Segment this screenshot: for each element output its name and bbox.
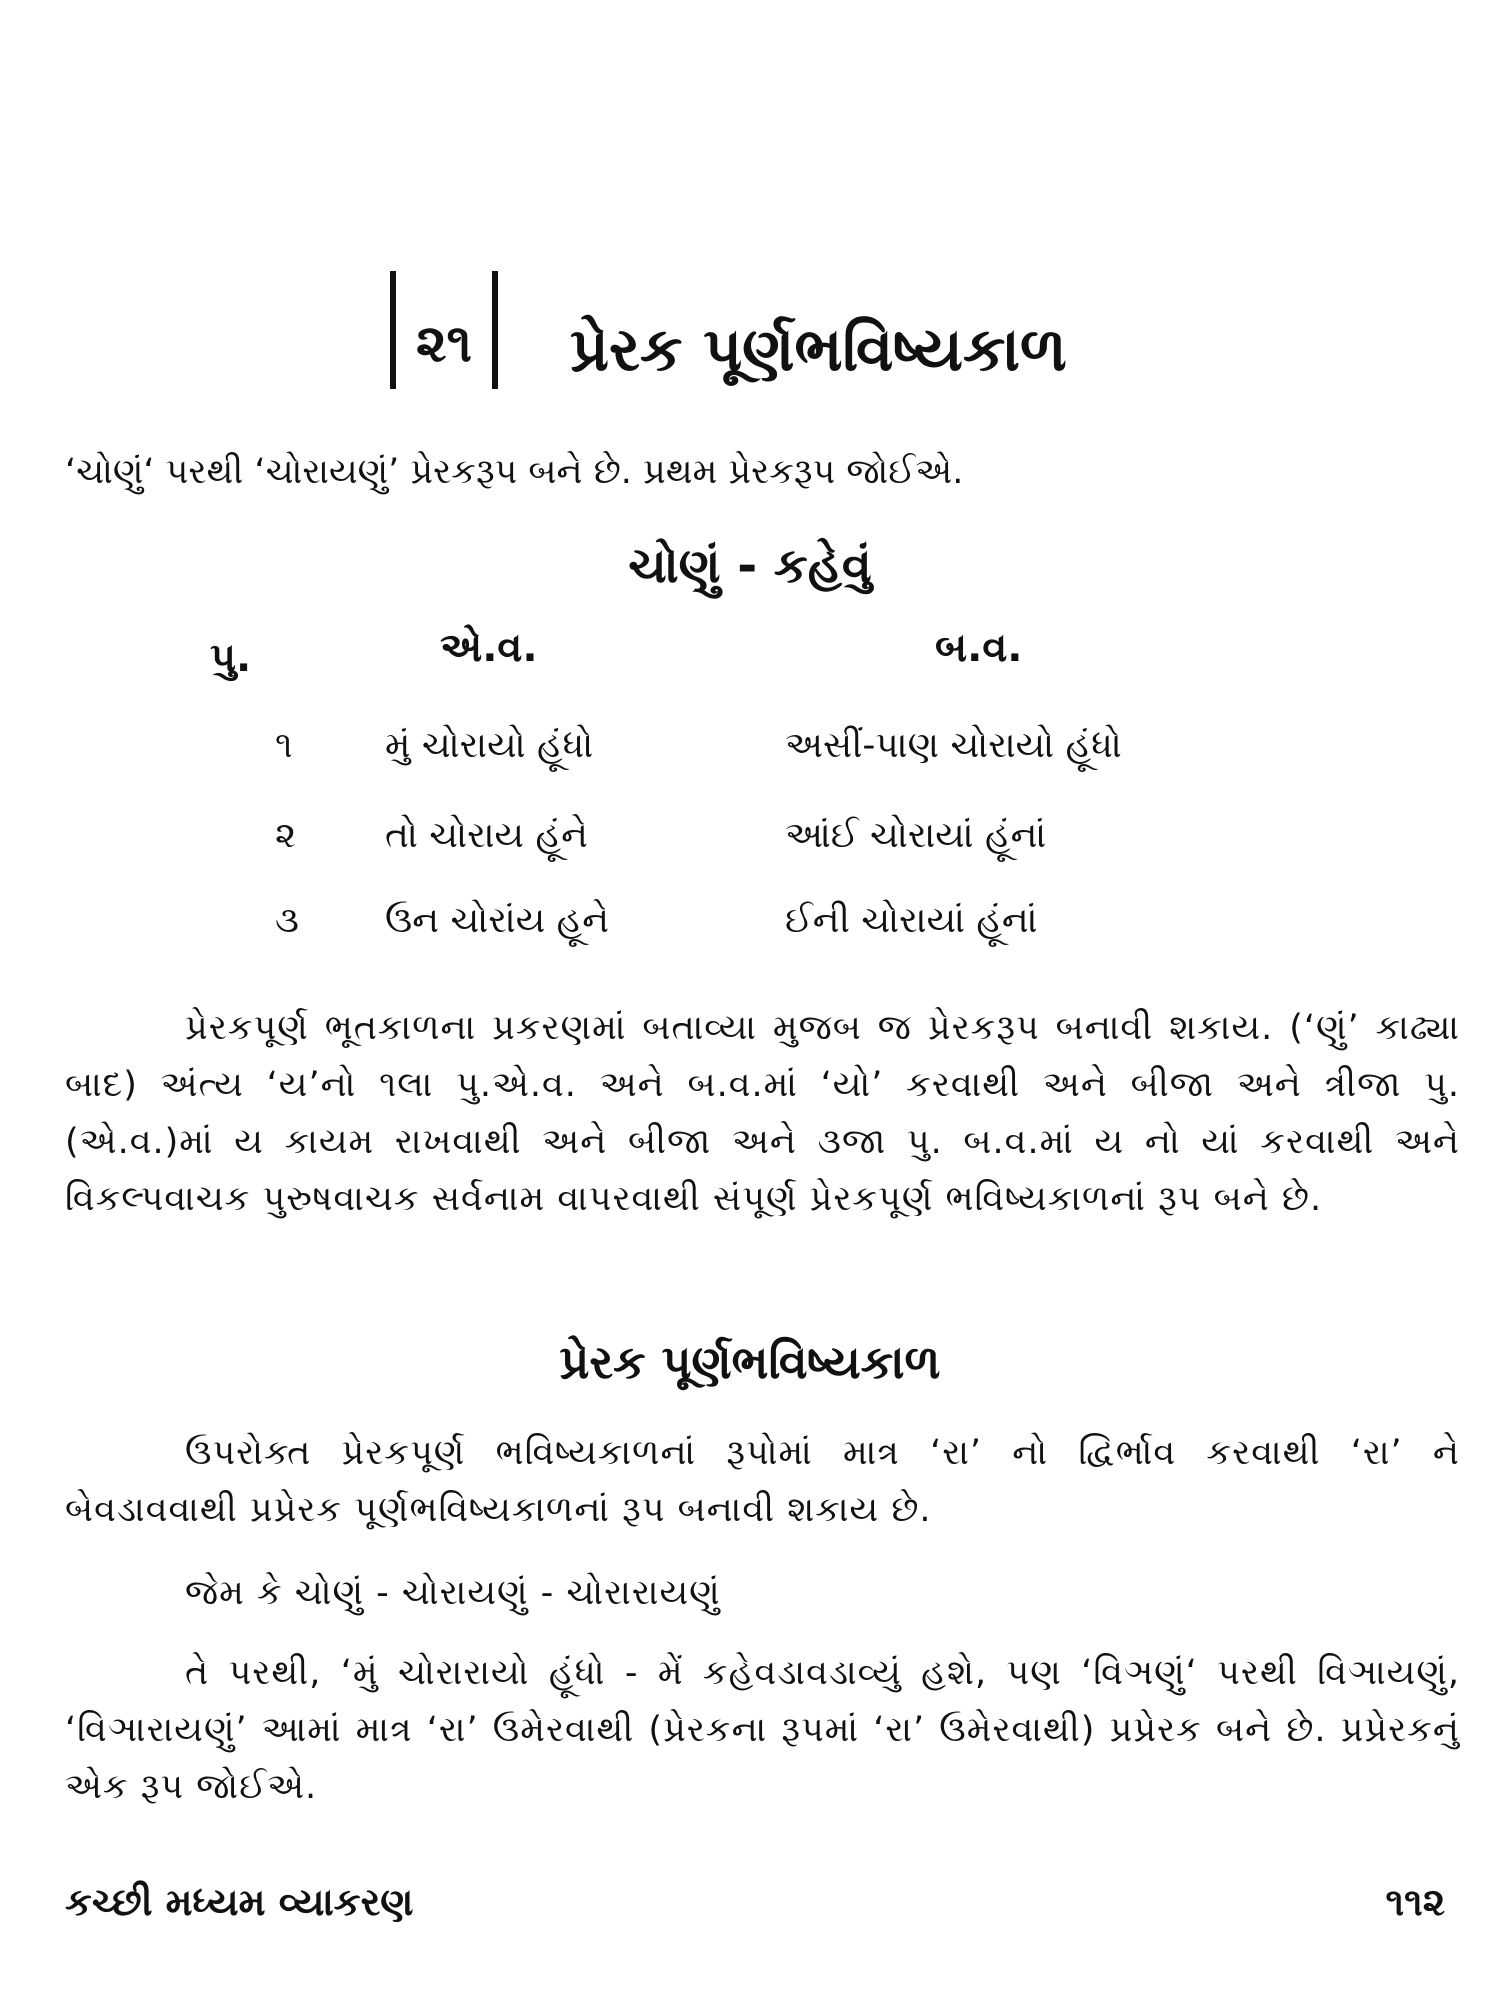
col-person-header: પુ. [210,635,252,681]
chapter-number: ૨૧ [416,313,473,374]
row-person-number: ૩ [275,900,299,941]
chapter-title: પ્રેરક પૂર્ણભવિષ્યકાળ [570,315,1067,385]
row-person-number: ૧ [275,725,293,766]
row-plural-form: ઈની ચોરાયાં હૂંનાં [785,900,1038,941]
row-person-number: ૨ [275,815,297,856]
col-singular-header: એ.વ. [440,625,538,671]
row-singular-form: મું ચોરાયો હૂંધો [385,725,594,766]
row-plural-form: આંઈ ચોરાયાં હૂંનાં [785,815,1047,856]
intro-line: ‘ચોણું‘ પરથી ‘ચોરાયણું’ પ્રેરકરૂપ બને છે. પ્રથમ પ્રેરકરૂપ જોઈએ. [65,452,964,492]
chapter-number-box [390,270,498,390]
footer-book-title: કચ્છી મધ્યમ વ્યાકરણ [65,1880,414,1924]
col-plural-header: બ.વ. [935,625,1023,671]
row-plural-form: અસીં-પાણ ચોરાયો હૂંધો [785,725,1122,766]
table-heading: ચોણું - કહેવું [628,538,872,594]
paragraph-rule-explanation: પ્રેરકપૂર્ણ ભૂતકાળના પ્રકરણમાં બતાવ્યા મુજબ જ પ્રેરકરૂપ બનાવી શકાય. (‘ણું’ કાઢ્યા બાદ) અંત્ય ‘ય’નો ૧લા પુ.એ.વ. અને બ.વ.માં ‘યો’ કરવાથી અને બીજા અને ત્રીજા પુ. (એ.વ.)માં ય કાયમ રાખવાથી અને બીજા અને ૩જા પુ. બ.વ.માં ય નો યાં કરવાથી અને વિકલ્પવાચક પુરુષવાચક સર્વનામ વાપરવાથી સંપૂર્ણ પ્રેરકપૂર્ણ ભવિષ્યકાળનાં રૂપ બને છે. [65,1008,1460,1219]
chapter-right-rule [492,271,498,389]
row-singular-form: ઉન ચોરાંય હૂને [385,900,610,941]
paragraph-example: જેમ કે ચોણું - ચોરાયણું - ચોરારાયણું [185,1573,721,1613]
section-heading: પ્રેરક પૂર્ણભવિષ્યકાળ [559,1335,941,1389]
footer-page-number: ૧૧૨ [1385,1880,1445,1924]
table-row [0,725,1500,785]
table-row [0,815,1500,875]
paragraph-derivation: તે પરથી, ‘મું ચોરારાયો હૂંધો - મેં કહેવડાવડાવ્યું હશે, પણ ‘વિઞણું‘ પરથી વિઞાયણું, ‘વિઞારાયણું’ આમાં માત્ર ‘રા’ ઉમેરવાથી (પ્રેરકના રૂપમાં ‘રા’ ઉમેરવાથી) પ્રપ્રેરક બને છે. પ્રપ્રેરકનું એક રૂપ જોઈએ. [65,1653,1460,1807]
table-row [0,900,1500,960]
paragraph-doubling: ઉપરોક્ત પ્રેરકપૂર્ણ ભવિષ્યકાળનાં રૂપોમાં માત્ર ‘રા’ નો દ્વિર્ભાવ કરવાથી ‘રા’ ને બેવડાવવાથી પ્રપ્રેરક પૂર્ણભવિષ્યકાળનાં રૂપ બનાવી શકાય છે. [65,1433,1460,1530]
row-singular-form: તો ચોરાય હૂંને [385,815,588,856]
